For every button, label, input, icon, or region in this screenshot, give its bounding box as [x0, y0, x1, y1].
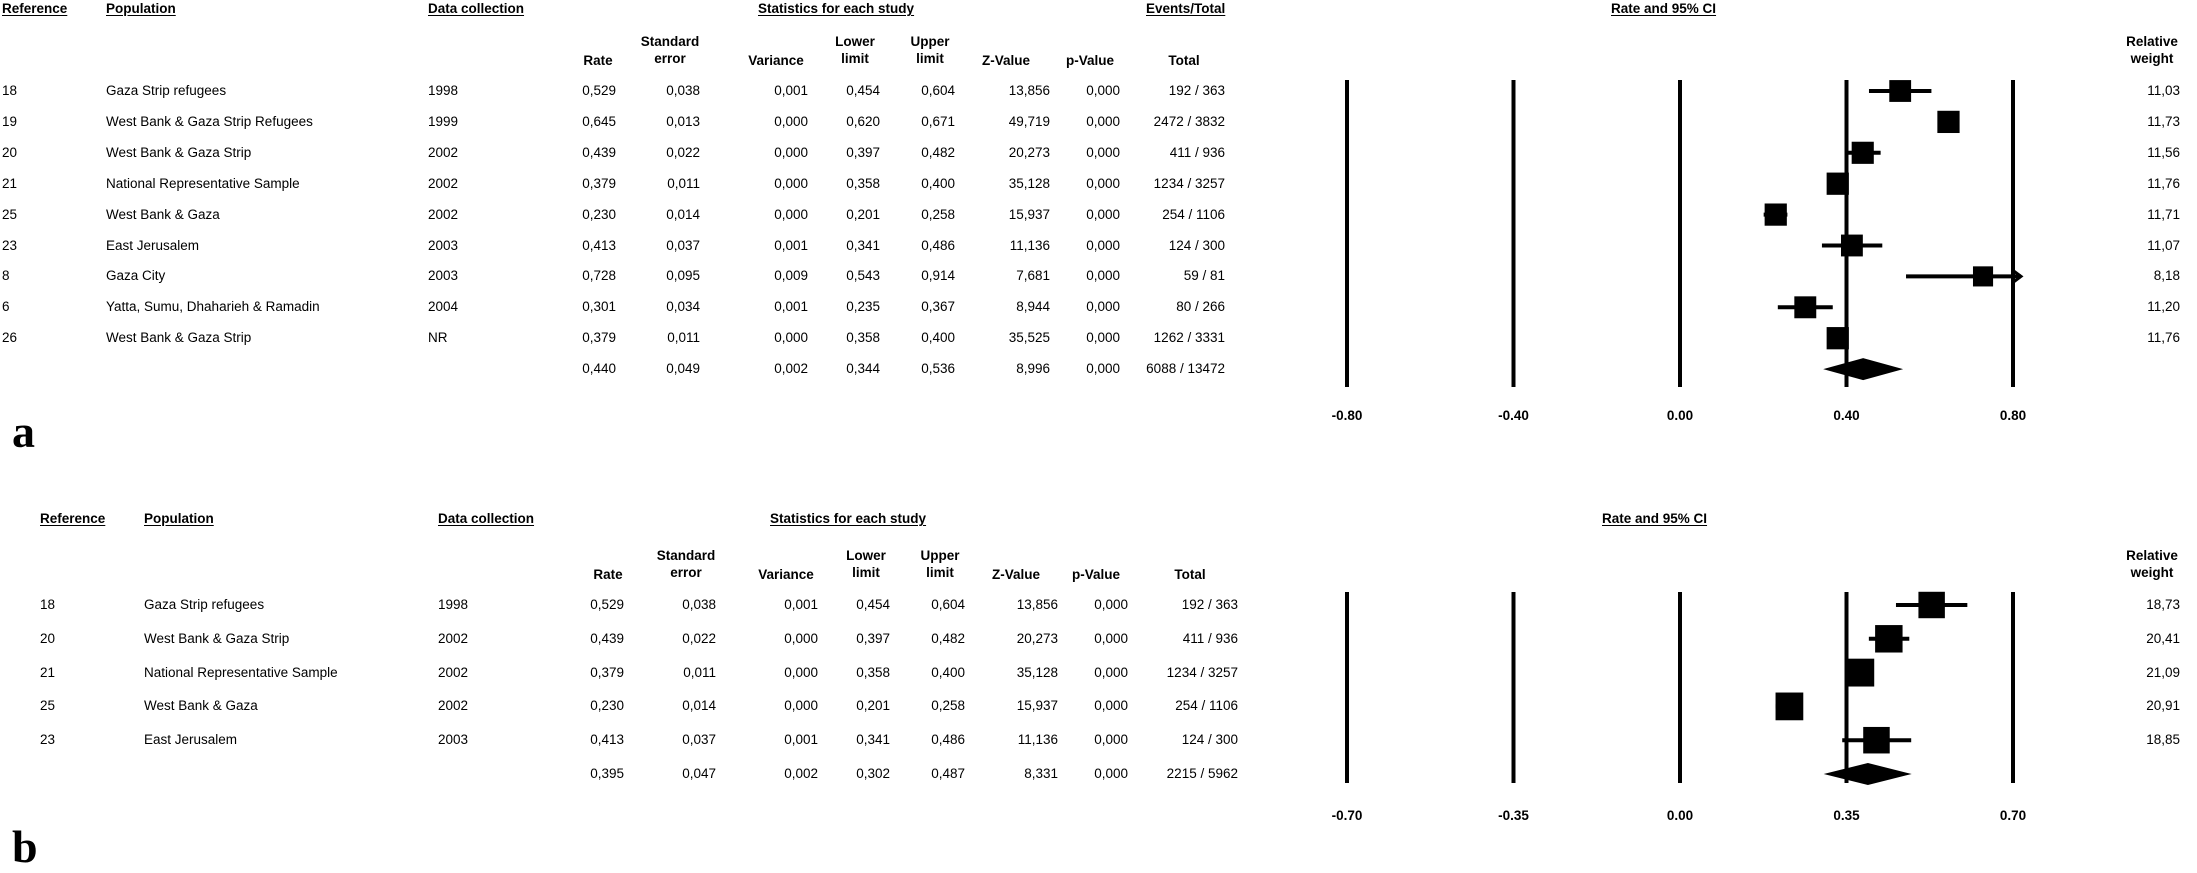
cell-upper: 0,914: [921, 268, 955, 284]
cell-population: West Bank & Gaza: [144, 698, 258, 714]
cell-variance: 0,000: [784, 630, 818, 646]
cell-total: 1234 / 3257: [1153, 175, 1225, 191]
summary-cell-z: 8,331: [1024, 766, 1058, 781]
cell-lower: 0,341: [846, 237, 880, 253]
cell-p: 0,000: [1086, 144, 1120, 160]
cell-p: 0,000: [1086, 330, 1120, 346]
col-header-z-value: Z-Value: [991, 567, 1041, 582]
cell-p: 0,000: [1094, 597, 1128, 612]
cell-data-collection: 1999: [428, 113, 459, 129]
cell-p: 0,000: [1094, 732, 1128, 748]
summary-cell-z: 8,996: [1016, 361, 1050, 377]
cell-total: 124 / 300: [1168, 237, 1225, 253]
cell-reference: 23: [40, 732, 56, 748]
cell-population: West Bank & Gaza: [106, 206, 220, 222]
cell-se: 0,014: [666, 206, 700, 222]
cell-data-collection: 2003: [428, 237, 459, 253]
cell-total: 254 / 1106: [1162, 206, 1225, 222]
cell-rate: 0,645: [582, 113, 616, 129]
col-header-data-collection: Data collection: [438, 511, 535, 526]
cell-z: 13,856: [1016, 597, 1058, 612]
cell-lower: 0,358: [846, 175, 880, 191]
cell-upper: 0,486: [921, 237, 955, 253]
cell-rate: 0,230: [582, 206, 616, 222]
cell-data-collection: 2002: [428, 175, 459, 191]
cell-population: Gaza Strip refugees: [144, 597, 265, 612]
col-header-reference: Reference: [2, 1, 68, 16]
group-header-statistics: Statistics for each study: [758, 1, 915, 16]
cell-upper: 0,671: [921, 113, 955, 129]
cell-se: 0,034: [666, 299, 700, 315]
cell-weight: 18,85: [2146, 732, 2180, 748]
cell-lower: 0,620: [846, 113, 880, 129]
point-marker: [1852, 142, 1874, 164]
cell-weight: 20,91: [2146, 698, 2180, 714]
summary-diamond: [1824, 763, 1912, 785]
summary-cell-se: 0,047: [682, 766, 716, 781]
summary-cell-rate: 0,395: [590, 766, 624, 781]
col-header-relative-weight: Relative weight: [2126, 548, 2178, 580]
col-header-standard-error: Standard error: [640, 34, 700, 66]
cell-z: 20,273: [1008, 144, 1050, 160]
cell-total: 1234 / 3257: [1166, 664, 1238, 680]
cell-se: 0,022: [682, 630, 716, 646]
cell-reference: 6: [2, 299, 10, 315]
cell-weight: 11,20: [2147, 299, 2180, 315]
summary-cell-lower: 0,302: [856, 766, 890, 781]
cell-data-collection: 2002: [428, 206, 459, 222]
cell-lower: 0,454: [856, 597, 890, 612]
cell-p: 0,000: [1094, 630, 1128, 646]
summary-cell-total: 6088 / 13472: [1146, 361, 1225, 377]
cell-z: 20,273: [1016, 630, 1058, 646]
cell-upper: 0,604: [931, 597, 965, 612]
col-header-rate: Rate: [583, 53, 613, 68]
cell-data-collection: 2003: [428, 268, 459, 284]
cell-total: 192 / 363: [1168, 83, 1225, 98]
cell-total: 80 / 266: [1176, 299, 1225, 315]
cell-variance: 0,001: [784, 732, 818, 748]
point-marker: [1827, 173, 1849, 195]
cell-z: 15,937: [1008, 206, 1050, 222]
cell-z: 11,136: [1009, 237, 1050, 253]
point-marker: [1973, 266, 1993, 286]
point-marker: [1765, 203, 1787, 225]
cell-reference: 21: [2, 175, 18, 191]
summary-cell-upper: 0,487: [931, 766, 965, 781]
col-header-data-collection: Data collection: [428, 1, 525, 16]
col-header-upper-limit: Upper limit: [920, 548, 960, 580]
cell-lower: 0,201: [856, 698, 890, 714]
cell-lower: 0,358: [846, 330, 880, 346]
summary-cell-variance: 0,002: [774, 361, 808, 377]
point-marker: [1875, 625, 1902, 652]
cell-z: 35,128: [1008, 175, 1050, 191]
summary-cell-variance: 0,002: [784, 766, 818, 781]
cell-data-collection: 1998: [438, 597, 469, 612]
cell-data-collection: 2002: [438, 630, 469, 646]
cell-p: 0,000: [1086, 299, 1120, 315]
point-marker: [1889, 80, 1911, 102]
cell-variance: 0,000: [784, 664, 818, 680]
col-header-reference: Reference: [40, 511, 106, 526]
cell-se: 0,038: [682, 597, 716, 612]
cell-rate: 0,413: [590, 732, 624, 748]
summary-cell-p: 0,000: [1094, 766, 1128, 781]
cell-data-collection: 1998: [428, 83, 459, 98]
cell-weight: 11,56: [2147, 144, 2180, 160]
cell-z: 8,944: [1016, 299, 1050, 315]
col-header-standard-error: Standard error: [656, 548, 716, 580]
cell-z: 35,128: [1016, 664, 1058, 680]
point-marker: [1776, 693, 1804, 721]
cell-population: West Bank & Gaza Strip: [106, 144, 252, 160]
col-header-population: Population: [106, 1, 176, 16]
col-header-rate: Rate: [593, 567, 623, 582]
cell-upper: 0,482: [921, 144, 955, 160]
cell-se: 0,011: [683, 664, 716, 680]
cell-rate: 0,413: [582, 237, 616, 253]
cell-lower: 0,358: [856, 664, 890, 680]
cell-reference: 26: [2, 330, 18, 346]
cell-rate: 0,529: [590, 597, 624, 612]
cell-reference: 21: [40, 664, 56, 680]
x-tick-label: 0.35: [1833, 808, 1860, 823]
cell-z: 15,937: [1016, 698, 1058, 714]
cell-upper: 0,258: [931, 698, 965, 714]
cell-rate: 0,301: [582, 299, 616, 315]
cell-se: 0,022: [666, 144, 700, 160]
x-tick-label: 0.80: [1999, 408, 2027, 423]
cell-lower: 0,397: [856, 630, 890, 646]
cell-data-collection: 2002: [428, 144, 459, 160]
panel-label: b: [12, 821, 38, 872]
summary-cell-lower: 0,344: [846, 361, 880, 377]
cell-p: 0,000: [1086, 206, 1120, 222]
cell-rate: 0,529: [582, 83, 616, 98]
panel-label: a: [12, 406, 35, 457]
cell-reference: 25: [2, 206, 18, 222]
cell-variance: 0,000: [774, 175, 808, 191]
cell-weight: 8,18: [2153, 268, 2180, 284]
cell-reference: 18: [2, 83, 18, 98]
cell-population: Yatta, Sumu, Dhaharieh & Ramadin: [106, 299, 320, 315]
x-tick-label: -0.70: [1331, 808, 1363, 823]
x-tick-label: 0.40: [1833, 408, 1860, 423]
cell-reference: 20: [2, 144, 18, 160]
cell-upper: 0,482: [931, 630, 965, 646]
cell-weight: 11,07: [2147, 237, 2180, 253]
cell-weight: 11,76: [2147, 175, 2180, 191]
group-header-statistics: Statistics for each study: [770, 511, 927, 526]
cell-lower: 0,341: [856, 732, 890, 748]
cell-reference: 25: [40, 698, 56, 714]
cell-p: 0,000: [1086, 83, 1120, 98]
cell-rate: 0,439: [582, 144, 616, 160]
group-header-rate-ci: Rate and 95% CI: [1602, 511, 1708, 526]
cell-upper: 0,258: [921, 206, 955, 222]
cell-se: 0,014: [682, 698, 716, 714]
cell-weight: 18,73: [2146, 597, 2180, 612]
cell-population: National Representative Sample: [144, 664, 338, 680]
cell-variance: 0,001: [774, 83, 808, 98]
cell-total: 192 / 363: [1181, 597, 1238, 612]
cell-variance: 0,001: [774, 299, 808, 315]
cell-z: 11,136: [1017, 732, 1058, 748]
col-header-upper-limit: Upper limit: [910, 34, 950, 66]
cell-upper: 0,367: [921, 299, 955, 315]
x-tick-label: -0.80: [1331, 408, 1363, 423]
cell-z: 49,719: [1008, 113, 1050, 129]
x-tick-label: 0.70: [1999, 808, 2027, 823]
x-tick-label: -0.35: [1498, 808, 1529, 823]
group-header-events-total: Events/Total: [1146, 1, 1226, 16]
cell-se: 0,011: [667, 330, 700, 346]
cell-p: 0,000: [1086, 237, 1120, 253]
col-header-p-value: p-Value: [1065, 53, 1115, 68]
point-marker: [1937, 111, 1959, 133]
col-header-p-value: p-Value: [1071, 567, 1121, 582]
col-header-total: Total: [1174, 567, 1206, 582]
cell-population: West Bank & Gaza Strip: [144, 630, 290, 646]
cell-rate: 0,379: [582, 175, 616, 191]
cell-upper: 0,400: [921, 330, 955, 346]
col-header-population: Population: [144, 511, 214, 526]
cell-total: 124 / 300: [1181, 732, 1238, 748]
cell-p: 0,000: [1086, 175, 1120, 191]
x-tick-label: 0.00: [1666, 408, 1694, 423]
cell-population: West Bank & Gaza Strip: [106, 330, 252, 346]
cell-variance: 0,001: [784, 597, 818, 612]
cell-lower: 0,201: [846, 206, 880, 222]
cell-population: Gaza Strip refugees: [106, 83, 227, 98]
summary-cell-se: 0,049: [666, 361, 700, 377]
forest-plot-a: [0, 0, 2197, 430]
cell-population: West Bank & Gaza Strip Refugees: [106, 113, 313, 129]
cell-z: 35,525: [1008, 330, 1050, 346]
cell-weight: 11,73: [2147, 113, 2180, 129]
cell-reference: 20: [40, 630, 56, 646]
cell-weight: 11,76: [2147, 330, 2180, 346]
x-tick-label: 0.00: [1666, 808, 1694, 823]
cell-total: 59 / 81: [1183, 268, 1225, 284]
cell-upper: 0,604: [921, 83, 955, 98]
point-marker: [1863, 727, 1890, 754]
cell-variance: 0,009: [774, 268, 808, 284]
cell-population: National Representative Sample: [106, 175, 300, 191]
point-marker: [1846, 659, 1874, 687]
group-header-rate-ci: Rate and 95% CI: [1611, 1, 1717, 16]
summary-diamond: [1823, 358, 1903, 380]
cell-rate: 0,379: [582, 330, 616, 346]
col-header-lower-limit: Lower limit: [846, 548, 886, 580]
cell-variance: 0,001: [774, 237, 808, 253]
col-header-z-value: Z-Value: [981, 53, 1031, 68]
cell-total: 2472 / 3832: [1153, 113, 1225, 129]
cell-total: 254 / 1106: [1175, 698, 1238, 714]
cell-variance: 0,000: [774, 144, 808, 160]
forest-plot-b: [0, 500, 2197, 870]
cell-reference: 8: [2, 268, 10, 284]
col-header-relative-weight: Relative weight: [2126, 34, 2178, 66]
cell-rate: 0,728: [582, 268, 616, 284]
summary-cell-upper: 0,536: [921, 361, 955, 377]
cell-total: 411 / 936: [1169, 144, 1225, 160]
cell-variance: 0,000: [774, 330, 808, 346]
cell-data-collection: 2002: [438, 698, 469, 714]
x-tick-label: -0.40: [1498, 408, 1529, 423]
cell-population: East Jerusalem: [144, 732, 238, 748]
cell-weight: 21,09: [2146, 664, 2180, 680]
col-header-variance: Variance: [758, 567, 814, 582]
cell-population: East Jerusalem: [106, 237, 200, 253]
cell-lower: 0,454: [846, 83, 880, 98]
cell-reference: 23: [2, 237, 18, 253]
cell-population: Gaza City: [106, 268, 166, 284]
cell-lower: 0,543: [846, 268, 880, 284]
col-header-total: Total: [1168, 53, 1200, 68]
cell-weight: 20,41: [2146, 630, 2180, 646]
col-header-variance: Variance: [748, 53, 804, 68]
cell-variance: 0,000: [774, 206, 808, 222]
point-marker: [1827, 327, 1849, 349]
cell-variance: 0,000: [784, 698, 818, 714]
point-marker: [1918, 592, 1944, 618]
cell-weight: 11,03: [2147, 83, 2180, 98]
cell-rate: 0,230: [590, 698, 624, 714]
cell-se: 0,037: [666, 237, 700, 253]
summary-cell-p: 0,000: [1086, 361, 1120, 377]
point-marker: [1794, 296, 1816, 318]
cell-p: 0,000: [1086, 113, 1120, 129]
cell-se: 0,011: [667, 175, 700, 191]
cell-p: 0,000: [1094, 698, 1128, 714]
cell-z: 13,856: [1008, 83, 1050, 98]
summary-cell-total: 2215 / 5962: [1166, 766, 1238, 781]
panel-b: [0, 500, 2197, 870]
summary-cell-rate: 0,440: [582, 361, 616, 377]
cell-z: 7,681: [1016, 268, 1050, 284]
cell-rate: 0,439: [590, 630, 624, 646]
cell-upper: 0,400: [921, 175, 955, 191]
cell-rate: 0,379: [590, 664, 624, 680]
cell-weight: 11,71: [2147, 206, 2180, 222]
cell-total: 1262 / 3331: [1153, 330, 1225, 346]
cell-se: 0,013: [666, 113, 700, 129]
col-header-lower-limit: Lower limit: [835, 34, 875, 66]
cell-reference: 19: [2, 113, 18, 129]
cell-total: 411 / 936: [1182, 630, 1238, 646]
cell-p: 0,000: [1094, 664, 1128, 680]
cell-se: 0,095: [666, 268, 700, 284]
cell-upper: 0,486: [931, 732, 965, 748]
cell-lower: 0,235: [846, 299, 880, 315]
cell-data-collection: NR: [428, 330, 448, 346]
cell-data-collection: 2004: [428, 299, 459, 315]
cell-lower: 0,397: [846, 144, 880, 160]
cell-data-collection: 2003: [438, 732, 469, 748]
cell-variance: 0,000: [774, 113, 808, 129]
cell-se: 0,037: [682, 732, 716, 748]
cell-upper: 0,400: [931, 664, 965, 680]
cell-se: 0,038: [666, 83, 700, 98]
cell-data-collection: 2002: [438, 664, 469, 680]
point-marker: [1841, 235, 1863, 257]
cell-reference: 18: [40, 597, 56, 612]
cell-p: 0,000: [1086, 268, 1120, 284]
